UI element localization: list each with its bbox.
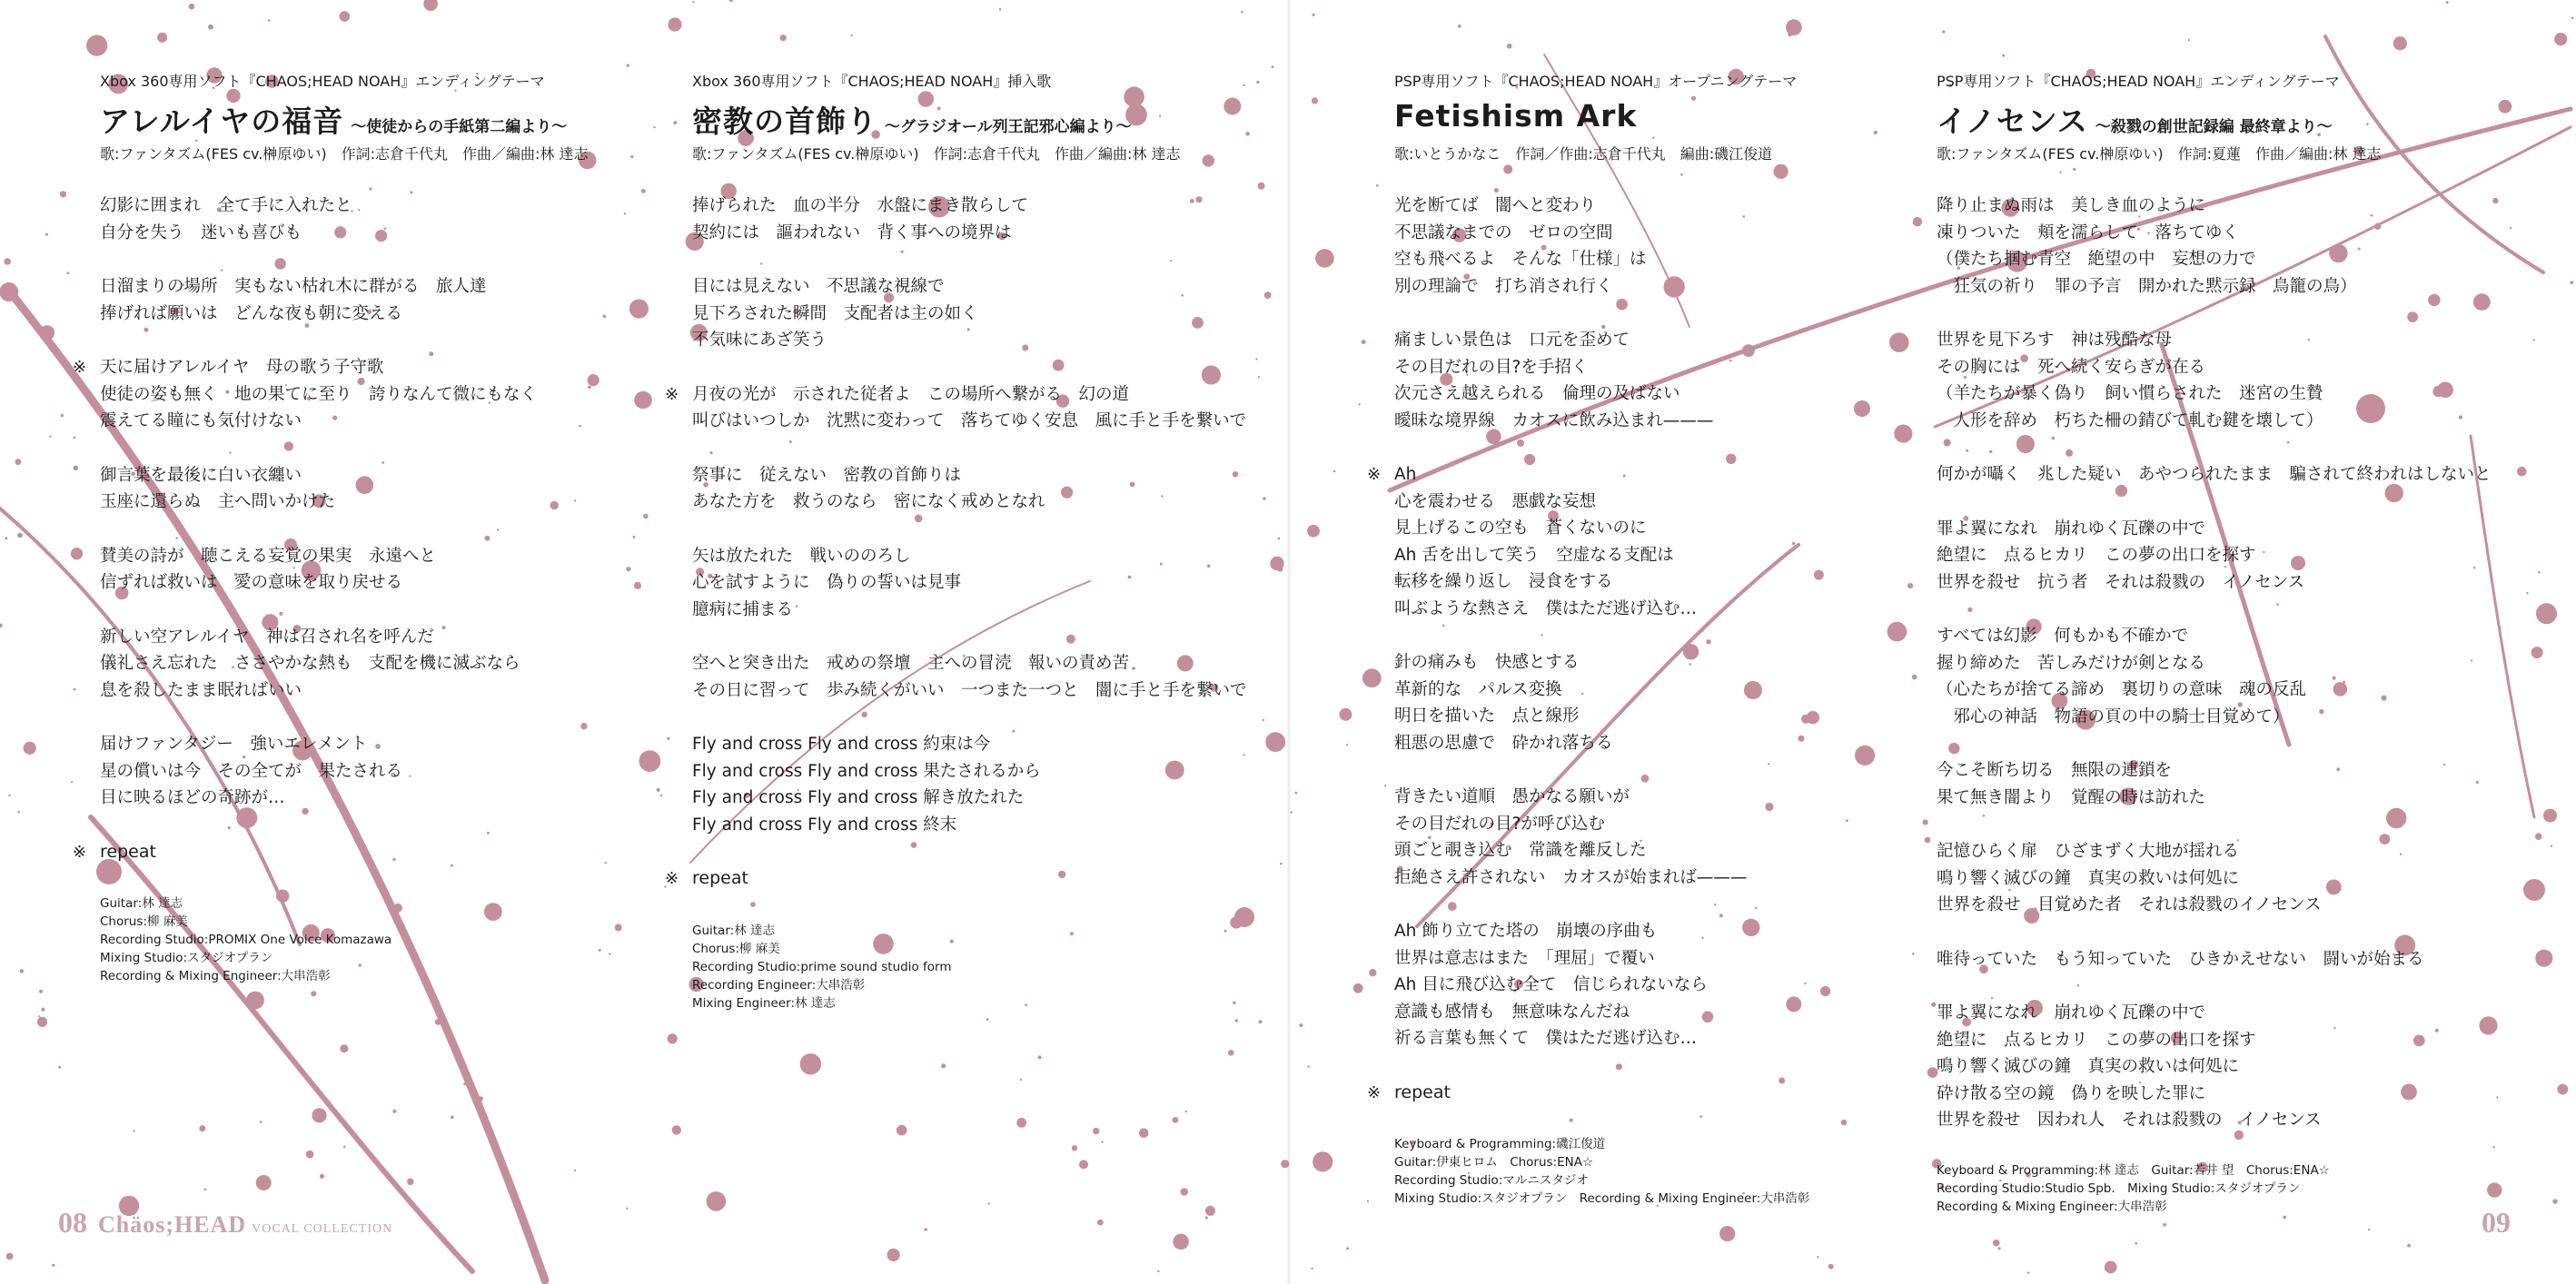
lyric-line: 凍りついた 頬を濡らして 落ちてゆく (1937, 222, 2239, 242)
lyric-line: 光を断てば 闇へと変わり (1394, 196, 1597, 215)
staff-credits (1394, 1135, 1903, 1208)
lyric-line: 世界を殺せ 目覚めた者 それは殺戮のイノセンス (1937, 895, 2322, 914)
song-column-2 (692, 73, 1292, 1012)
lyric-stanza (100, 624, 663, 705)
lyric-line: 捧げられた 血の半分 水盤にまき散らして (692, 196, 1029, 215)
lyric-stanza (692, 273, 1292, 354)
footer-right (2482, 1206, 2522, 1240)
lyric-line: 唯待っていた もう知っていた ひきかえせない 闘いが始まる (1937, 949, 2424, 969)
staff-line: Chorus:柳 麻美 (100, 914, 188, 929)
lyric-line: その日に習って 歩み続くがいい 一つまた一つと 闇に手と手を繋いで (692, 680, 1247, 700)
lyric-line: 祈る言葉も無くて 僕はただ逃げ込む… (1394, 1029, 1698, 1048)
lyric-stanza (692, 543, 1292, 624)
lyric-stanza (1937, 327, 2563, 434)
lyric-line: 玉座に還らぬ 主へ問いかけた (100, 492, 336, 511)
lyric-line: 曖昧な境界線 カオスに飲み込まれ——— (1394, 410, 1714, 430)
lyric-line: 目に映るほどの奇跡が… (100, 788, 285, 807)
lyric-line: 叫ぶような熱さえ 僕はただ逃げ込む… (1394, 598, 1698, 618)
song-title: Fetishism Ark (1394, 98, 1638, 133)
lyrics-block (100, 193, 663, 812)
lyric-line: 臆病に捕まる (692, 599, 794, 619)
lyric-line: 空も飛べるよ そんな「仕様」は (1394, 250, 1647, 269)
lyric-stanza (1394, 784, 1903, 891)
lyric-line: 幻影に囲まれ 全て手に入れたと (100, 196, 352, 215)
lyric-line: Fly and cross Fly and cross 終末 (692, 815, 957, 835)
lyric-stanza (100, 273, 663, 327)
lyric-line: 不思議なまでの ゼロの空間 (1394, 222, 1613, 242)
lyric-line: ※ 天に届けアレルイヤ 母の歌う子守歌 (100, 358, 384, 377)
lyric-line: 震えてる瞳にも気付けない (100, 411, 302, 430)
lyric-line: 降り止まぬ雨は 美しき血のように (1937, 196, 2206, 215)
staff-line: Chorus:柳 麻美 (692, 941, 780, 956)
lyric-stanza (1937, 516, 2563, 597)
lyric-line: 何かが囁く 兆した疑い あやつられたまま 騙されて終われはしないと (1937, 465, 2492, 484)
staff-line: Keyboard & Programming:磯江俊道 (1394, 1137, 1606, 1151)
lyric-line: 心を震わせる 悪戯な妄想 (1394, 491, 1597, 511)
repeat-marker: ※ repeat (1394, 1080, 1903, 1107)
lyric-stanza (692, 650, 1292, 704)
lyric-line: 捧げれば願いは どんな夜も朝に変える (100, 303, 403, 323)
lyric-line: 見上げるこの空も 蒼くないのに (1394, 519, 1647, 538)
lyric-line: ※ 月夜の光が 示された従者よ この場所へ繋がる 幻の道 (692, 384, 1130, 404)
lyric-stanza (692, 731, 1292, 838)
page-number-right: 09 (2482, 1206, 2511, 1239)
lyric-line: 頭ごと覗き込む 常識を離反した (1394, 841, 1647, 860)
lyric-line: ※ Ah (1394, 465, 1417, 484)
staff-line: Guitar:林 達志 (100, 896, 183, 911)
lyric-line: その胸には 死へ続く安らぎが在る (1937, 357, 2206, 377)
song-title-row (1937, 98, 2563, 138)
lyric-line: 新しい空アレルイヤ 神は召され名を呼んだ (100, 627, 434, 647)
lyric-stanza (1937, 461, 2563, 489)
lyric-line: 使徒の姿も無く 地の果てに至り 誇りなんて微にもなく (100, 384, 538, 404)
staff-credits (1937, 1161, 2563, 1216)
lyric-line: 矢は放たれた 戦いののろし (692, 546, 911, 566)
lyric-line: 見下ろされた瞬間 支配者は主の如く (692, 303, 978, 323)
song-subtitle: Xbox 360専用ソフト『CHAOS;HEAD NOAH』挿入歌 (692, 73, 1052, 90)
lyric-stanza (1394, 649, 1903, 756)
lyric-line: 儀礼さえ忘れた ささやかな熱も 支配を機に滅ぶなら (100, 654, 520, 673)
lyric-line: 息を殺したまま眠ればいい (100, 680, 302, 700)
song-title: 密教の首飾り (692, 104, 877, 139)
chorus-stanza (1394, 461, 1903, 622)
staff-line: Keyboard & Programming:林 達志 Guitar:若井 望 Chorus:ENA☆ (1937, 1162, 2330, 1178)
lyric-line: Ah 目に飛び込む全て 信じられないなら (1394, 975, 1708, 994)
staff-line: Guitar:林 達志 (692, 923, 775, 938)
footer-left (58, 1206, 392, 1240)
lyric-stanza (1394, 918, 1903, 1052)
lyric-line: 拒絶さえ許されない カオスが始まれば——— (1394, 867, 1748, 887)
lyric-line: 絶望に 点るヒカリ この夢の出口を探す (1937, 1030, 2256, 1050)
lyric-line: 痛ましい景色は 口元を歪めて (1394, 331, 1630, 350)
lyric-line: 世界を殺せ 因われ人 それは殺戮の イノセンス (1937, 1111, 2322, 1130)
lyric-line: 信ずれば救いは 愛の意味を取り戻せる (100, 573, 403, 592)
brand-subtitle: VOCAL COLLECTION (252, 1222, 393, 1236)
lyric-line: Fly and cross Fly and cross 約束は今 (692, 735, 991, 754)
staff-line: Guitar:伊東ヒロム Chorus:ENA☆ (1394, 1155, 1594, 1170)
lyric-line: 記憶ひらく扉 ひざまずく大地が揺れる (1937, 842, 2240, 861)
lyrics-block (1937, 193, 2563, 1134)
song-column-4 (1937, 73, 2563, 1216)
lyric-line: 届けファンタジー 強いエレメント (100, 735, 368, 754)
repeat-marker: ※ repeat (100, 839, 663, 866)
lyrics-block (1394, 193, 1903, 1052)
staff-line: Mixing Engineer:林 達志 (692, 995, 836, 1011)
lyric-line: 祭事に 従えない 密教の首飾りは (692, 465, 962, 485)
lyric-line: その目だれの目?が呼び込む (1394, 814, 1605, 834)
lyric-line: あなた方を 救うのなら 密になく戒めとなれ (692, 492, 1045, 511)
lyric-stanza (1937, 946, 2563, 973)
song-title-sub: 〜グラジオール列王記邪心編より〜 (885, 118, 1132, 136)
lyrics-block (692, 193, 1292, 838)
lyric-stanza (1937, 623, 2563, 730)
song-title: アレルイヤの福音 (100, 104, 344, 139)
lyric-line: 砕け散る空の鏡 偽りを映した罪に (1937, 1083, 2206, 1103)
staff-line: Recording & Mixing Engineer:大串浩彰 (1937, 1199, 2167, 1214)
lyric-line: Fly and cross Fly and cross 解き放たれた (692, 788, 1025, 807)
lyric-line: 絶望に 点るヒカリ この夢の出口を探す (1937, 546, 2256, 565)
staff-line: Mixing Studio:スタジオプラン Recording & Mixing Engineer:大串浩彰 (1394, 1191, 1810, 1206)
song-column-3 (1394, 73, 1903, 1208)
lyric-line: 人形を辞め 朽ちた柵の錆びて軋む鍵を壊して） (1937, 410, 2323, 430)
song-title-sub: 〜殺戮の創世記録編 最終章より〜 (2095, 118, 2333, 136)
song-title: イノセンス (1937, 104, 2088, 139)
lyric-line: 叫びはいつしか 沈黙に変わって 落ちてゆく安息 風に手と手を繋いで (692, 411, 1247, 430)
lyric-line: 転移を繰り返し 浸食をする (1394, 572, 1613, 591)
staff-line: Recording & Mixing Engineer:大串浩彰 (100, 969, 331, 983)
song-column-1 (100, 73, 663, 985)
staff-credits (692, 922, 1292, 1012)
lyric-stanza (1937, 838, 2563, 919)
lyric-line: 意識も感情も 無意味なんだね (1394, 1002, 1630, 1022)
lyric-line: すべては幻影 何もかも不確かで (1937, 627, 2189, 646)
lyric-line: 世界を見下ろす 神は残酷な母 (1937, 331, 2173, 350)
staff-line: Mixing Studio:スタジオプラン (100, 951, 273, 965)
song-title-row (692, 98, 1292, 138)
lyric-line: 粗悪の思慮で 砕かれ落ちる (1394, 733, 1613, 753)
lyric-line: 世界を殺せ 抗う者 それは殺戮の イノセンス (1937, 572, 2305, 592)
lyric-line: 革新的な パルス変換 (1394, 679, 1562, 699)
repeat-marker: ※ repeat (692, 865, 1292, 893)
lyric-line: 世界は意志はまた 「理屈」で覆い (1394, 948, 1655, 968)
staff-line: Recording Studio:Studio Spb. Mixing Studio:スタジオプラン (1937, 1180, 2301, 1196)
lyric-line: 罪よ翼になれ 崩れゆく瓦礫の中で (1937, 1003, 2206, 1022)
song-credits: 歌:ファンタズム(FES cv.榊原ゆい) 作詞:志倉千代丸 作曲／編曲:林 達志 (692, 145, 1181, 163)
lyric-line: 不気味にあざ笑う (692, 331, 827, 350)
lyric-line: 背きたい道順 愚かなる願いが (1394, 787, 1630, 806)
lyric-stanza (100, 543, 663, 597)
lyric-stanza (1937, 1000, 2563, 1134)
lyric-line: 邪心の神話 物語の頁の中の騎士目覚めて） (1937, 706, 2290, 726)
lyric-line: 今こそ断ち切る 無限の連鎖を (1937, 761, 2173, 780)
page-number-left: 08 (58, 1206, 87, 1239)
lyric-stanza (100, 462, 663, 516)
lyric-line: 御言葉を最後に白い衣纏い (100, 465, 302, 485)
staff-line: Recording Engineer:大串浩彰 (692, 977, 866, 993)
lyric-line: 鳴り響く滅びの鐘 真実の救いは何処に (1937, 1057, 2240, 1076)
song-credits: 歌:いとうかなこ 作詞／作曲:志倉千代丸 編曲:磯江俊道 (1394, 145, 1773, 163)
lyric-line: その目だれの目?を手招く (1394, 357, 1589, 377)
lyric-line: 星の償いは今 その全てが 果たされる (100, 761, 403, 781)
lyric-line: 自分を失う 迷いも喜びも (100, 222, 302, 242)
lyric-stanza (692, 462, 1292, 516)
chorus-stanza (692, 381, 1292, 435)
lyric-line: 契約には 謳われない 背く事への境界は (692, 222, 1012, 242)
lyric-line: （羊たちが暴く偽り 飼い慣らされた 迷宮の生贄 (1937, 384, 2323, 403)
song-subtitle: Xbox 360専用ソフト『CHAOS;HEAD NOAH』エンディングテーマ (100, 73, 545, 90)
lyric-line: 目には見えない 不思議な視線で (692, 277, 945, 296)
lyric-stanza (1937, 757, 2563, 811)
lyric-line: 空へと突き出た 戒めの祭壇 主への冒涜 報いの責め苦 (692, 654, 1130, 673)
song-credits: 歌:ファンタズム(FES cv.榊原ゆい) 作詞:志倉千代丸 作曲／編曲:林 達志 (100, 145, 589, 163)
staff-line: Recording Studio:PROMIX One Voice Komazawa (100, 933, 392, 947)
song-title-row (100, 98, 663, 138)
lyric-stanza (1394, 193, 1903, 300)
song-title-sub: 〜使徒からの手紙第二編より〜 (351, 118, 568, 136)
song-credits: 歌:ファンタズム(FES cv.榊原ゆい) 作詞:夏蓮 作曲／編曲:林 達志 (1937, 145, 2382, 163)
lyric-line: Ah 飾り立てた塔の 崩壊の序曲も (1394, 922, 1658, 941)
lyric-stanza (1937, 193, 2563, 300)
lyric-line: 明日を描いた 点と線形 (1394, 706, 1580, 726)
song-title-row (1394, 98, 1903, 138)
song-subtitle: PSP専用ソフト『CHAOS;HEAD NOAH』オープニングテーマ (1394, 73, 1798, 90)
lyric-stanza (1394, 327, 1903, 434)
lyric-line: 別の理論で 打ち消され行く (1394, 276, 1613, 296)
lyric-line: 狂気の祈り 罪の予言 開かれた黙示録 鳥籠の鳥） (1937, 276, 2357, 296)
lyric-line: 果て無き闇より 覚醒の時は訪れた (1937, 787, 2206, 807)
staff-line: Recording Studio:prime sound studio form (692, 959, 952, 974)
lyric-line: 次元さえ越えられる 倫理の及ばない (1394, 384, 1680, 403)
lyric-stanza (692, 193, 1292, 246)
chorus-stanza (100, 354, 663, 435)
lyric-line: 鳴り響く滅びの鐘 真実の救いは何処に (1937, 868, 2240, 888)
lyric-line: （僕たち掴む青空 絶望の中 妄想の力で (1937, 250, 2256, 269)
lyric-stanza (100, 193, 663, 246)
lyric-line: 罪よ翼になれ 崩れゆく瓦礫の中で (1937, 519, 2206, 538)
lyric-stanza (100, 731, 663, 812)
lyric-line: 日溜まりの場所 実もない枯れ木に群がる 旅人達 (100, 277, 487, 296)
lyric-line: Fly and cross Fly and cross 果たされるから (692, 761, 1041, 781)
lyric-line: 針の痛みも 快感とする (1394, 653, 1580, 672)
lyric-line: 心を試すように 偽りの誓いは見事 (692, 573, 962, 592)
brand-logo: Chäos;HEAD (98, 1211, 247, 1238)
song-subtitle: PSP専用ソフト『CHAOS;HEAD NOAH』エンディングテーマ (1937, 73, 2340, 90)
lyric-line: 握り締めた 苦しみだけが剣となる (1937, 653, 2206, 673)
lyric-line: Ah 舌を出して笑う 空虚なる支配は (1394, 545, 1674, 565)
staff-credits (100, 894, 663, 985)
lyric-line: （心たちが捨てる諦め 裏切りの意味 魂の反乱 (1937, 680, 2307, 699)
staff-line: Recording Studio:マルニスタジオ (1394, 1173, 1589, 1188)
lyric-line: 賛美の詩が 聴こえる妄覚の果実 永遠へと (100, 546, 437, 566)
